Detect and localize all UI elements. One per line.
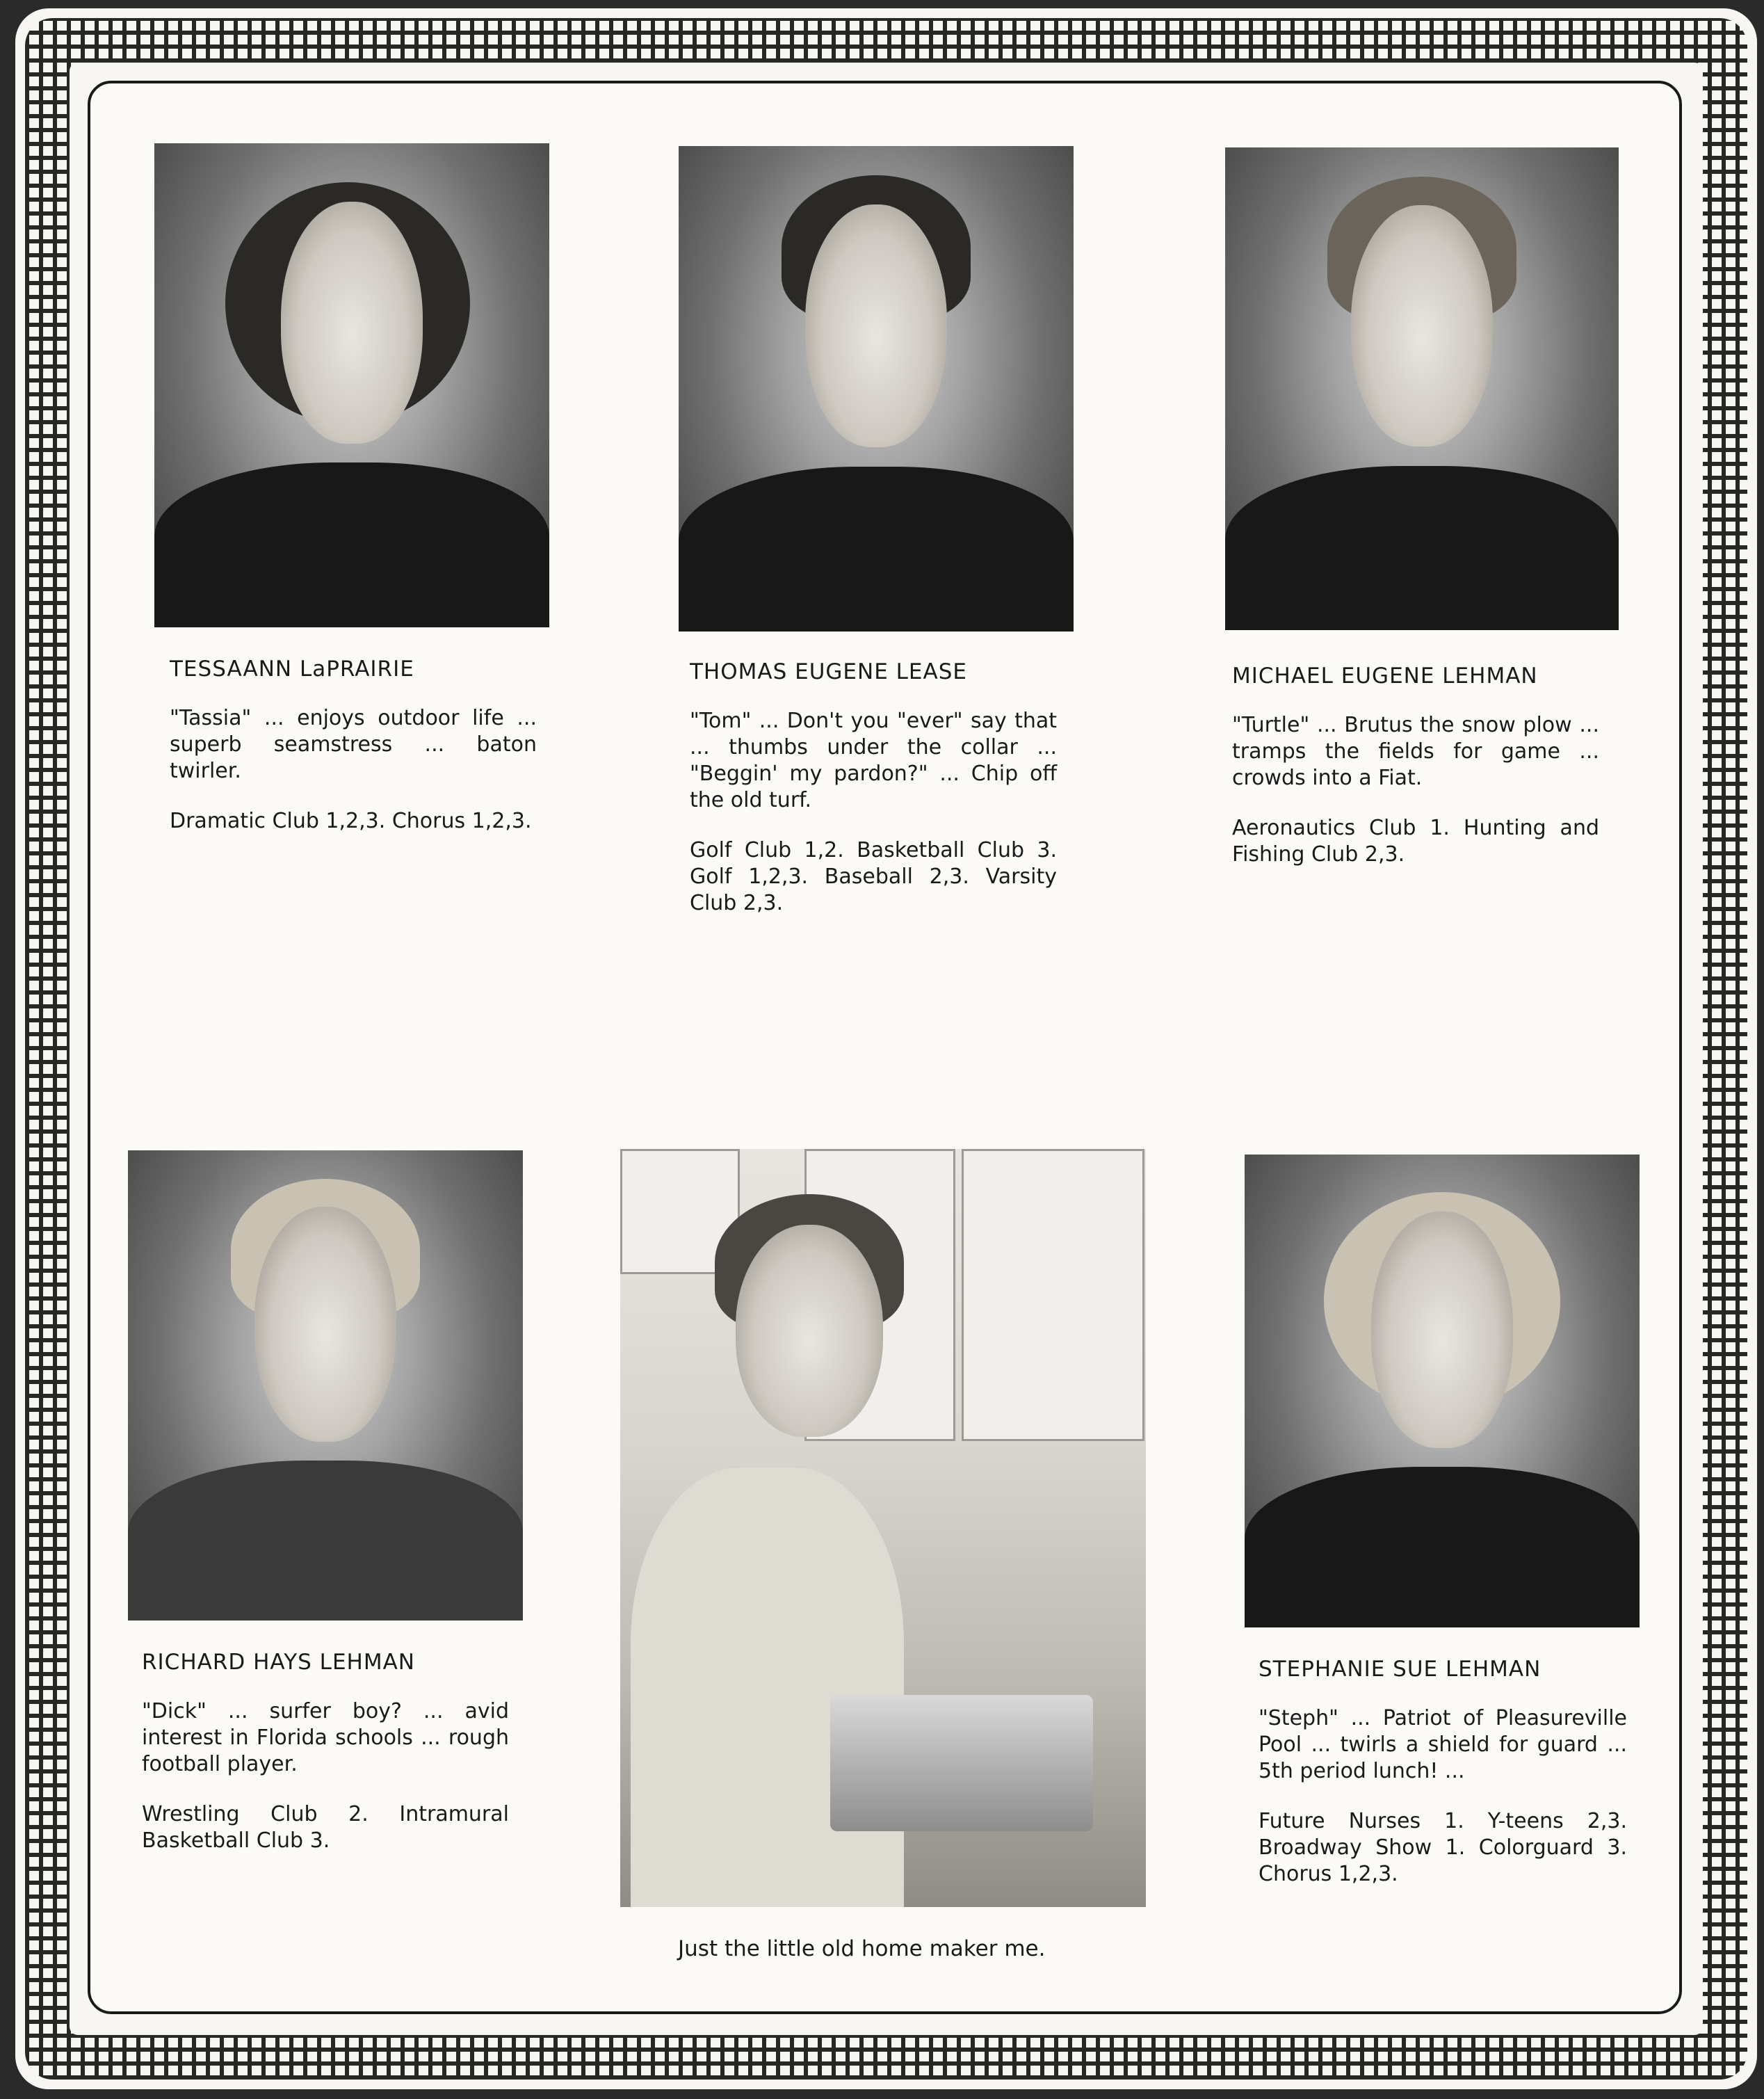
portrait-photo-tessaann	[154, 143, 549, 627]
student-bio: "Turtle" ... Brutus the snow plow ... tramps the fields for game ... crowds into a Fiat.	[1232, 713, 1599, 790]
student-entry-tessaann	[170, 657, 537, 858]
student-activities: Golf Club 1,2. Basketball Club 3. Golf 1,2,3. Baseball 2,3. Varsity Club 2,3.	[690, 838, 1057, 915]
student-bio: "Dick" ... surfer boy? ... avid interest in Florida schools ... rough football player.	[142, 1699, 509, 1776]
candid-photo-kitchen	[620, 1149, 1146, 1907]
candid-photo-caption: Just the little old home maker me.	[678, 1936, 1046, 1961]
student-entry-stephanie	[1259, 1657, 1627, 1911]
student-bio: "Tom" ... Don't you "ever" say that ... thumbs under the collar ... "Beggin' my pardon?" ... Chip off the old turf.	[690, 709, 1057, 812]
student-bio: "Steph" ... Patriot of Pleasureville Pool ... twirls a shield for guard ... 5th period lunch! ...	[1259, 1706, 1627, 1783]
student-name: THOMAS EUGENE LEASE	[690, 659, 967, 684]
student-activities: Dramatic Club 1,2,3. Chorus 1,2,3.	[170, 809, 532, 833]
student-name: TESSAANN LaPRAIRIE	[170, 657, 414, 682]
student-name: RICHARD HAYS LEHMAN	[142, 1650, 415, 1675]
student-activities: Wrestling Club 2. Intramural Basketball Club 3.	[142, 1802, 509, 1853]
student-entry-michael	[1232, 664, 1599, 892]
student-name: STEPHANIE SUE LEHMAN	[1259, 1657, 1542, 1682]
portrait-photo-thomas	[679, 146, 1074, 632]
portrait-photo-stephanie	[1245, 1155, 1640, 1627]
student-entry-richard	[142, 1650, 509, 1878]
portrait-photo-michael	[1225, 147, 1619, 630]
student-activities: Future Nurses 1. Y-teens 2,3. Broadway Show 1. Colorguard 3. Chorus 1,2,3.	[1259, 1809, 1627, 1886]
student-activities: Aeronautics Club 1. Hunting and Fishing Club 2,3.	[1232, 816, 1599, 867]
student-name: MICHAEL EUGENE LEHMAN	[1232, 664, 1538, 689]
portrait-photo-richard	[128, 1150, 523, 1621]
student-entry-thomas	[690, 659, 1057, 940]
student-bio: "Tassia" ... enjoys outdoor life ... superb seamstress ... baton twirler.	[170, 706, 537, 783]
